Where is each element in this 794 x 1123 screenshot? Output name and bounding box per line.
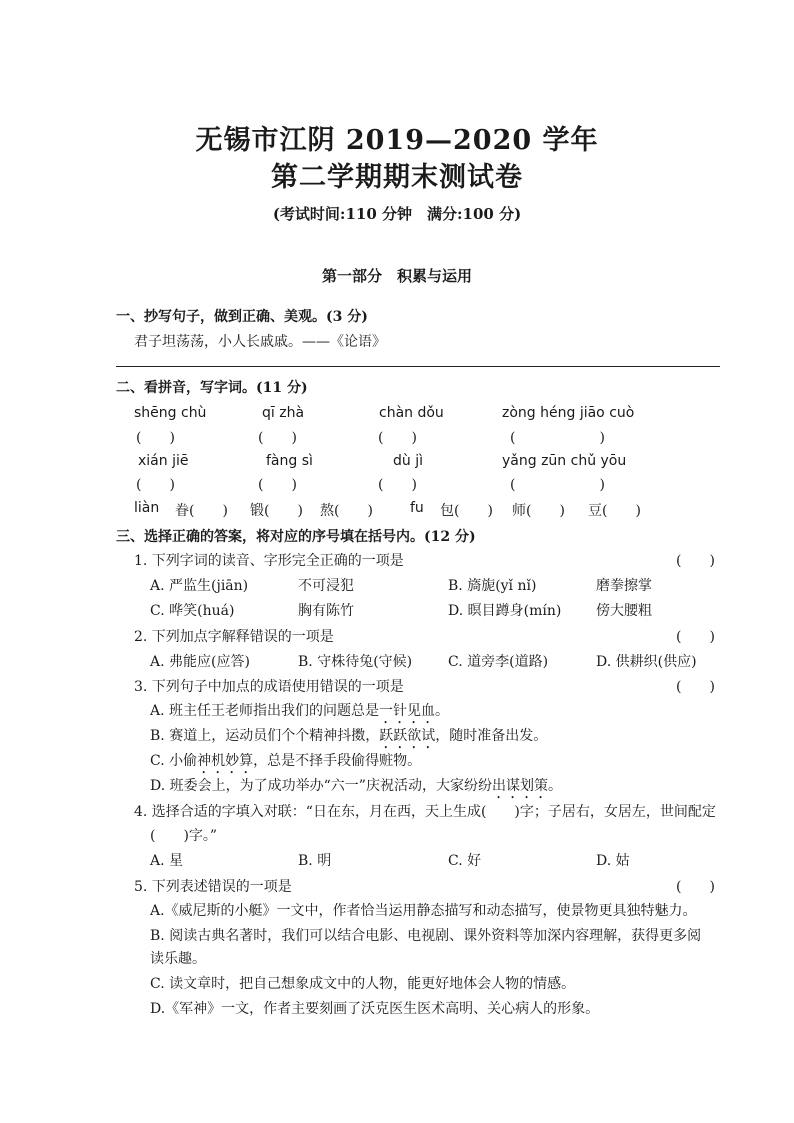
pinyin-yangzunchuyou: yǎng zūn chǔ yōu [502, 453, 627, 469]
q3-b-end: ，随时准备出发。 [435, 728, 548, 744]
section-2-heading: 二、看拼音，写字词。(11 分) [116, 380, 308, 396]
q5-option-c: C. 读文章时，把自己想象成文中的人物，能更好地体会人物的情感。 [150, 976, 576, 992]
pinyin-lian: liàn [134, 500, 160, 516]
blank-bao[interactable]: 包( ) [440, 503, 493, 519]
q1-option-b-word: 磨拳擦掌 [596, 578, 652, 594]
q2-answer[interactable]: ( ) [676, 629, 715, 645]
q3-d-text: D. 班委会上，为了成功举办“六一”庆祝活动，大家纷纷 [150, 778, 492, 794]
q3-option-a [150, 700, 449, 727]
answer-line [116, 366, 720, 367]
section-1-sentence: 君子坦荡荡，小人长戚戚。——《论语》 [134, 334, 386, 350]
q4-stem-line-2: ( )字。” [150, 828, 218, 844]
q1-option-d-word: 傍大腰粗 [596, 603, 652, 619]
q3-option-c [150, 750, 421, 777]
q1-option-c: C. 哗笑(huá) [150, 603, 235, 619]
q3-a-end: 。 [435, 703, 450, 719]
q1-option-a: A. 严监生(jiān) [150, 578, 249, 594]
q3-d-idiom: 出谋划策 [491, 778, 548, 794]
pinyin-duji: dù jì [393, 453, 423, 469]
q2-stem: 2. 下列加点字解释错误的一项是 [134, 629, 334, 645]
q3-b-text: B. 赛道上，运动员们个个精神抖擞， [150, 728, 380, 744]
pinyin-fu: fu [410, 500, 424, 516]
exam-info: (考试时间:110 分钟 满分:100 分) [272, 205, 522, 223]
q5-option-a: A.《威尼斯的小艇》一文中，作者恰当运用静态描写和动态描写，使景物更具独特魅力。 [150, 903, 697, 919]
pinyin-xianjie: xián jiē [138, 453, 189, 469]
q3-c-text: C. 小偷 [150, 753, 198, 769]
q4-option-b: B. 明 [298, 853, 332, 869]
pinyin-chandou: chàn dǒu [379, 405, 444, 421]
q1-option-b: B. 旖旎(yǐ nǐ) [448, 578, 537, 594]
pinyin-shengchu: shēng chù [134, 405, 207, 421]
title-line-2: 第二学期期末测试卷 [271, 162, 523, 193]
q1-option-c-word: 胸有陈竹 [298, 603, 354, 619]
pinyin-fangsi: fàng sì [266, 453, 313, 469]
q4-stem-line-1: 4. 选择合适的字填入对联：“日在东，月在西，天上生成( )字；子居右，女居左，世间配定 [134, 804, 716, 820]
q3-option-b [150, 725, 547, 752]
q4-option-c: C. 好 [448, 853, 482, 869]
blank-ao[interactable]: 熬( ) [320, 503, 373, 519]
q5-option-b-line-1: B. 阅读古典名著时，我们可以结合电影、电视剧、课外资料等加深内容理解，获得更多阅 [150, 928, 702, 944]
q3-b-idiom: 跃跃欲试 [379, 728, 436, 744]
blank-qizha[interactable]: ( ) [258, 430, 297, 446]
q1-answer[interactable]: ( ) [676, 553, 715, 569]
blank-shengchu[interactable]: ( ) [136, 430, 175, 446]
q1-option-a-word: 不可浸犯 [298, 578, 354, 594]
blank-fangsi[interactable]: ( ) [258, 477, 297, 493]
q5-stem: 5. 下列表述错误的一项是 [134, 879, 292, 895]
q1-option-d: D. 暝目蹲身(mín) [448, 603, 562, 619]
section-1-heading: 一、抄写句子，做到正确、美观。(3 分) [116, 309, 368, 325]
q5-option-d: D.《军神》一文，作者主要刻画了沃克医生医术高明、关心病人的形象。 [150, 1001, 600, 1017]
blank-zonghengjiaocuo[interactable]: ( ) [510, 430, 605, 446]
q1-stem: 1. 下列字词的读音、字形完全正确的一项是 [134, 553, 404, 569]
q3-d-end: 。 [547, 778, 562, 794]
blank-yangzunchuyou[interactable]: ( ) [510, 477, 605, 493]
blank-chandou[interactable]: ( ) [378, 430, 417, 446]
q3-a-text: A. 班主任王老师指出我们的问题总是 [150, 703, 380, 719]
q3-option-d [150, 775, 562, 802]
q5-answer[interactable]: ( ) [676, 879, 715, 895]
title-line-1: 无锡市江阴 2019—2020 学年 [195, 125, 599, 156]
q4-option-a: A. 星 [150, 853, 184, 869]
section-3-heading: 三、选择正确的答案，将对应的序号填在括号内。(12 分) [116, 529, 476, 545]
blank-duan[interactable]: 锻( ) [250, 503, 303, 519]
q3-a-idiom: 一针见血 [379, 703, 436, 719]
part-1-title: 第一部分 积累与运用 [321, 267, 472, 285]
q2-option-a: A. 弗能应(应答) [150, 654, 250, 670]
blank-xianjie[interactable]: ( ) [136, 477, 175, 493]
blank-dou[interactable]: 豆( ) [588, 503, 641, 519]
blank-duji[interactable]: ( ) [378, 477, 417, 493]
q2-option-c: C. 道旁李(道路) [448, 654, 549, 670]
pinyin-zonghengjiaocuo: zòng héng jiāo cuò [502, 405, 635, 421]
q2-option-b: B. 守株待兔(守候) [298, 654, 413, 670]
blank-juan[interactable]: 眷( ) [175, 503, 228, 519]
q2-option-d: D. 供耕织(供应) [596, 654, 697, 670]
q5-option-b-line-2: 读乐趣。 [150, 951, 206, 967]
q4-option-d: D. 姑 [596, 853, 630, 869]
q3-c-end: ，总是不择手段偷得赃物。 [253, 753, 422, 769]
q3-c-idiom: 神机妙算 [197, 753, 254, 769]
blank-shi[interactable]: 师( ) [512, 503, 565, 519]
q3-answer[interactable]: ( ) [676, 679, 715, 695]
q3-stem: 3. 下列句子中加点的成语使用错误的一项是 [134, 679, 404, 695]
pinyin-qizha: qī zhà [262, 405, 305, 421]
